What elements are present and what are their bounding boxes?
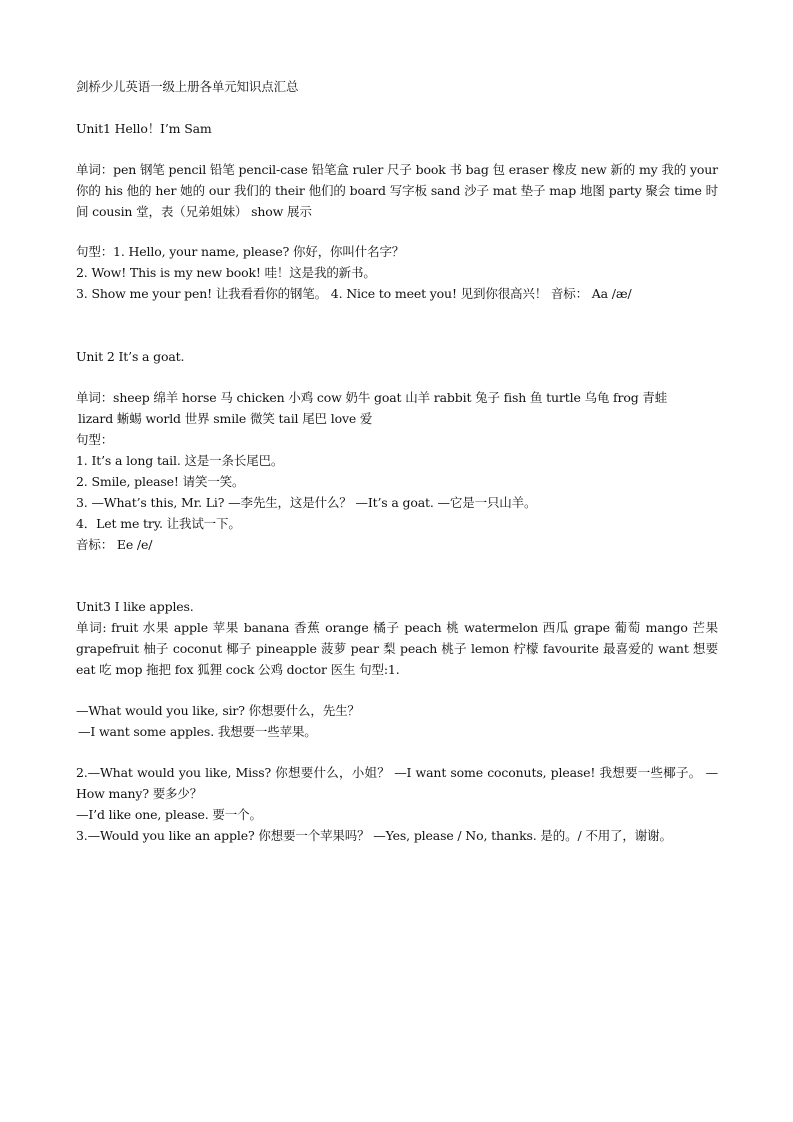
unit1-sentence-1: 句型：1. Hello, your name, please? 你好，你叫什名字？ bbox=[76, 244, 405, 259]
unit3-heading: Unit3 I like apples. bbox=[76, 599, 194, 614]
unit1-sentence-2: 2. Wow! This is my new book! 哇！这是我的新书。 bbox=[76, 265, 376, 280]
unit3-dialogue-2b: —I’d like one, please. 要一个。 bbox=[76, 807, 262, 822]
unit2-sentence-1: 1. It’s a long tail. 这是一条长尾巴。 bbox=[76, 453, 284, 468]
unit2-vocabulary-line-1: 单词：sheep 绵羊 horse 马 chicken 小鸡 cow 奶牛 goat 山羊 rabbit 兔子 fish 鱼 turtle 乌龟 frog 青蛙 bbox=[76, 390, 668, 405]
unit1-heading: Unit1 Hello！I’m Sam bbox=[76, 121, 212, 136]
unit2-sentence-3: 3. —What’s this, Mr. Li? —李先生，这是什么？ —It’s a goat. —它是一只山羊。 bbox=[76, 495, 537, 510]
unit1-sentence-3-4-phonetic: 3. Show me your pen! 让我看看你的钢笔。 4. Nice to meet you! 见到你很高兴！ 音标： Aa /æ/ bbox=[76, 286, 632, 301]
unit3-dialogue-1a: —What would you like, sir? 你想要什么，先生？ bbox=[76, 703, 360, 718]
unit1-vocabulary: 单词：pen 钢笔 pencil 铅笔 pencil-case 铅笔盒 ruler 尺子 book 书 bag 包 eraser 橡皮 new 新的 my 我的 your 你的 his 他的 her 她的 our 我们的 their 他们的 board 写字板 sand 沙子 mat 垫子 map 地图 party 聚会 time 时间 cousin 堂，表（兄弟姐妹） show 展示 bbox=[76, 162, 718, 219]
unit2-sentence-4: 4．Let me try. 让我试一下。 bbox=[76, 516, 241, 531]
unit3-dialogue-2: 2.—What would you like, Miss? 你想要什么，小姐？ —I want some coconuts, please! 我想要一些椰子。 —How many? 要多少？ bbox=[76, 765, 718, 801]
unit2-sentence-2: 2. Smile, please! 请笑一笑。 bbox=[76, 474, 245, 489]
unit2-heading: Unit 2 It’s a goat. bbox=[76, 349, 185, 364]
unit2-vocabulary-line-2: lizard 蜥蜴 world 世界 smile 微笑 tail 尾巴 love 爱 bbox=[78, 411, 373, 426]
unit2-phonetic: 音标： Ee /e/ bbox=[76, 537, 153, 552]
unit3-vocabulary: 单词: fruit 水果 apple 苹果 banana 香蕉 orange 橘子 peach 桃 watermelon 西瓜 grape 葡萄 mango 芒果 grapefruit 柚子 coconut 椰子 pineapple 菠萝 pear 梨 peach 桃子 lemon 柠檬 favourite 最喜爱的 want 想要 eat 吃 mop 拖把 fox 狐狸 cock 公鸡 doctor 医生 句型:1. bbox=[76, 620, 718, 677]
unit2-pattern-label: 句型： bbox=[76, 432, 114, 447]
unit3-dialogue-3: 3.—Would you like an apple? 你想要一个苹果吗？ —Yes, please / No, thanks. 是的。/ 不用了，谢谢。 bbox=[76, 828, 672, 843]
document-title: 剑桥少儿英语一级上册各单元知识点汇总 bbox=[76, 79, 299, 94]
unit3-dialogue-1b: —I want some apples. 我想要一些苹果。 bbox=[78, 724, 317, 739]
